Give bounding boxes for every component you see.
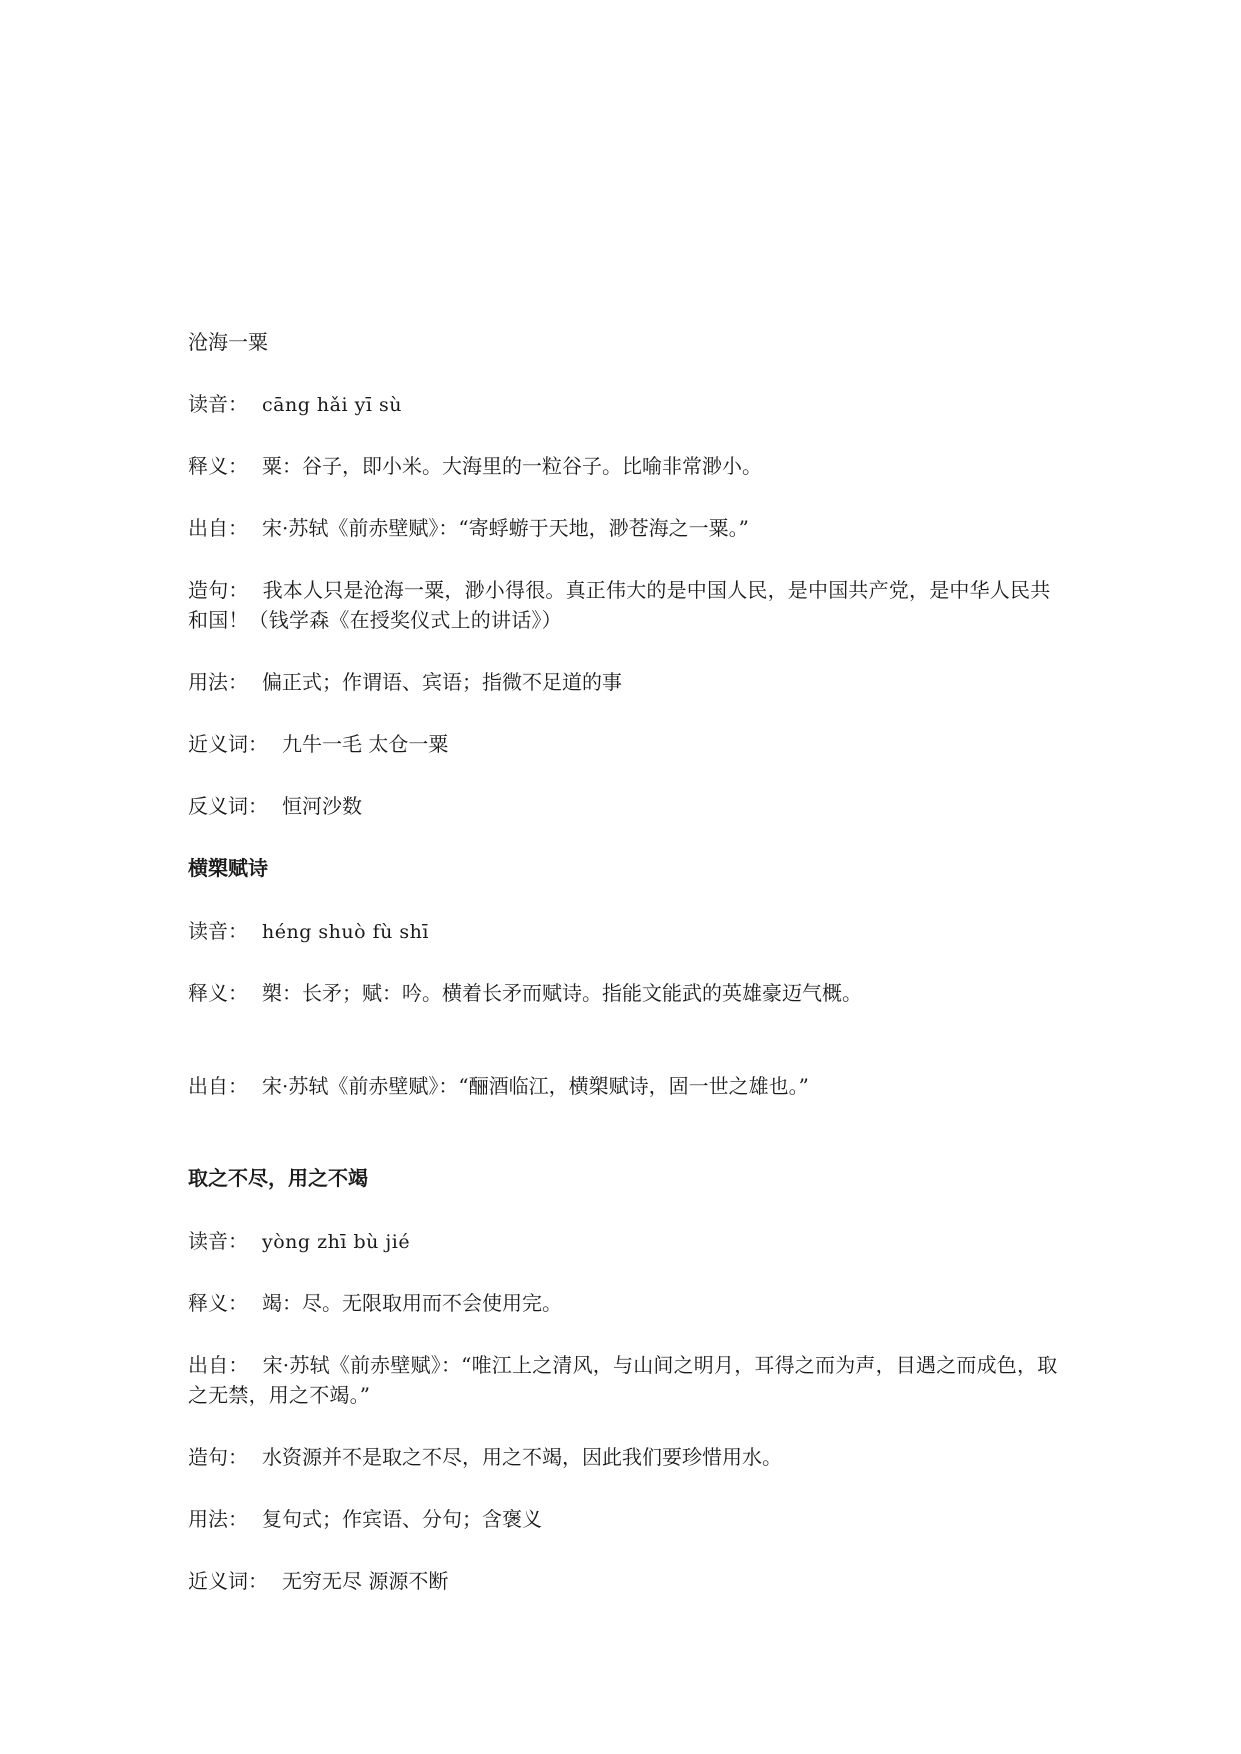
reading-pinyin: yòng zhī bù jié xyxy=(262,1231,411,1253)
meaning-text: 槊：长矛；赋：吟。横着长矛而赋诗。指能文能武的英雄豪迈气概。 xyxy=(262,981,862,1005)
reading-label: 读音： xyxy=(188,1229,248,1253)
meaning-text: 竭：尽。无限取用而不会使用完。 xyxy=(262,1291,562,1315)
synonyms-line xyxy=(188,1566,1068,1596)
example-line xyxy=(188,1442,1068,1472)
reading-line xyxy=(188,389,1068,420)
example-label: 造句： xyxy=(188,578,249,602)
meaning-line xyxy=(188,451,1068,481)
source-label: 出自： xyxy=(188,1074,248,1098)
source-label: 出自： xyxy=(188,1353,249,1377)
reading-pinyin: cāng hǎi yī sù xyxy=(262,394,402,416)
reading-pinyin: héng shuò fù shī xyxy=(262,921,429,943)
source-text: 宋·苏轼《前赤壁赋》：“唯江上之清风，与山间之明月，耳得之而为声，目遇之而成色，取之无禁，用之不竭。” xyxy=(188,1353,1058,1407)
usage-line xyxy=(188,667,1068,697)
source-line xyxy=(188,513,1068,543)
usage-label: 用法： xyxy=(188,1507,248,1531)
meaning-label: 释义： xyxy=(188,981,248,1005)
source-line xyxy=(188,1071,1068,1101)
meaning-label: 释义： xyxy=(188,454,248,478)
synonyms-line xyxy=(188,729,1068,759)
meaning-label: 释义： xyxy=(188,1291,248,1315)
example-text: 水资源并不是取之不尽，用之不竭，因此我们要珍惜用水。 xyxy=(262,1445,782,1469)
meaning-line xyxy=(188,978,1068,1008)
reading-label: 读音： xyxy=(188,919,248,943)
usage-label: 用法： xyxy=(188,670,248,694)
usage-text: 偏正式；作谓语、宾语；指微不足道的事 xyxy=(262,670,622,694)
antonyms-line xyxy=(188,791,1068,821)
entry-title: 沧海一粟 xyxy=(188,330,268,354)
synonyms-text: 九牛一毛 太仓一粟 xyxy=(282,732,449,756)
example-line xyxy=(188,575,1068,635)
antonyms-text: 恒河沙数 xyxy=(282,794,362,818)
reading-line xyxy=(188,1226,1068,1257)
meaning-text: 粟：谷子，即小米。大海里的一粒谷子。比喻非常渺小。 xyxy=(262,454,762,478)
source-text: 宋·苏轼《前赤壁赋》：“酾酒临江，横槊赋诗，固一世之雄也。” xyxy=(262,1074,809,1098)
example-text: 我本人只是沧海一粟，渺小得很。真正伟大的是中国人民，是中国共产党，是中华人民共和国！（钱学森《在授奖仪式上的讲话》） xyxy=(188,578,1051,632)
source-line xyxy=(188,1350,1068,1410)
entry-title: 取之不尽，用之不竭 xyxy=(188,1166,368,1190)
usage-line xyxy=(188,1504,1068,1534)
usage-text: 复句式；作宾语、分句；含褒义 xyxy=(262,1507,542,1531)
antonyms-label: 反义词： xyxy=(188,794,268,818)
example-label: 造句： xyxy=(188,1445,248,1469)
entry-title: 横槊赋诗 xyxy=(188,856,268,880)
synonyms-text: 无穷无尽 源源不断 xyxy=(282,1569,449,1593)
reading-line xyxy=(188,916,1068,947)
synonyms-label: 近义词： xyxy=(188,1569,268,1593)
source-text: 宋·苏轼《前赤壁赋》：“寄蜉蝣于天地，渺苍海之一粟。” xyxy=(262,516,749,540)
meaning-line xyxy=(188,1288,1068,1318)
synonyms-label: 近义词： xyxy=(188,732,268,756)
source-label: 出自： xyxy=(188,516,248,540)
reading-label: 读音： xyxy=(188,392,248,416)
